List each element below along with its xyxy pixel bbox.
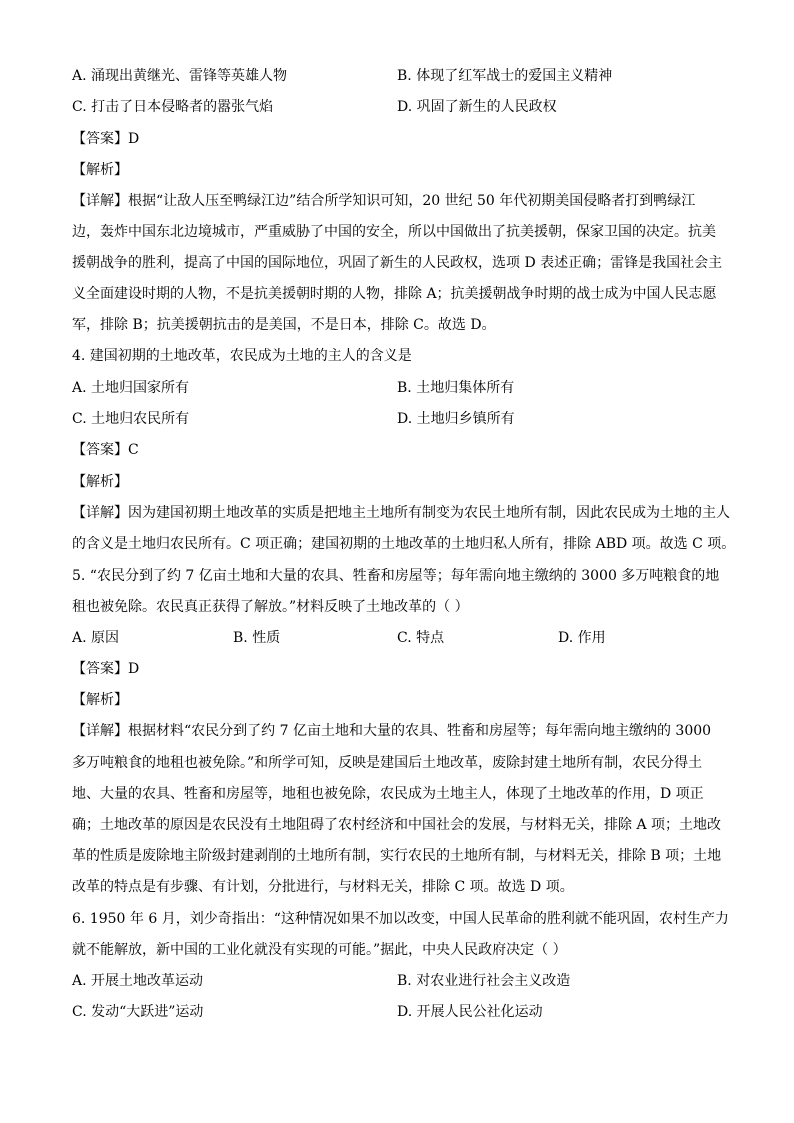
q5-option-d: D. 作用 [558,630,606,646]
q4-answer: 【答案】C [72,442,139,458]
q4-detail-line-1: 【详解】因为建国初期土地改革的实质是把地主土地所有制变为农民土地所有制，因此农民成为土地的主人 [72,505,730,521]
q4-option-c: C. 土地归农民所有 [72,411,190,427]
q3-detail-line-3: 援朝战争的胜利，提高了中国的国际地位，巩固了新生的人民政权，选项 D 表述正确；雷锋是我国社会主 [72,255,723,271]
q4-analysis-label: 【解析】 [72,474,128,490]
q3-answer: 【答案】D [72,131,140,147]
q5-stem-line-2: 租也被免除。农民真正获得了解放。”材料反映了土地改革的（ ） [72,599,469,615]
q5-detail-line-5: 革的性质是废除地主阶级封建剥削的土地所有制，实行农民的土地所有制，与材料无关，排除 B 项；土地 [72,848,722,864]
q5-detail-line-3: 地、大量的农具、牲畜和房屋等，地租也被免除，农民成为土地主人，体现了土地改革的作用，D 项正 [72,786,704,802]
q5-option-c: C. 特点 [397,630,445,646]
q3-detail-line-4: 义全面建设时期的人物，不是抗美援朝时期的人物，排除 A；抗美援朝战争时期的战士成为中国人民志愿 [72,286,717,302]
q6-option-b: B. 对农业进行社会主义改造 [397,973,571,989]
q6-stem-line-1: 6. 1950 年 6 月，刘少奇指出：“这种情况如果不加以改变，中国人民革命的胜利就不能巩固，农村生产力 [72,911,729,927]
q5-option-a: A. 原因 [72,630,120,646]
q5-stem-line-1: 5. “农民分到了约 7 亿亩土地和大量的农具、牲畜和房屋等；每年需向地主缴纳的 3000 多万吨粮食的地 [72,568,720,584]
q5-answer: 【答案】D [72,661,140,677]
q4-option-b: B. 土地归集体所有 [397,380,515,396]
q4-detail-line-2: 的含义是土地归农民所有。C 项正确；建国初期的土地改革的土地归私人所有，排除 ABD 项。故选 C 项。 [72,536,736,552]
q4-stem: 4. 建国初期的土地改革，农民成为土地的主人的含义是 [72,348,412,364]
q6-option-d: D. 开展人民公社化运动 [397,1004,543,1020]
q5-detail-line-1: 【详解】根据材料“农民分到了约 7 亿亩土地和大量的农具、牲畜和房屋等；每年需向地主缴纳的 3000 [72,723,712,739]
q3-option-d: D. 巩固了新生的人民政权 [397,99,557,115]
q4-option-d: D. 土地归乡镇所有 [397,411,515,427]
q4-option-a: A. 土地归国家所有 [72,380,190,396]
q3-option-a: A. 涌现出黄继光、雷锋等英雄人物 [72,68,288,84]
q6-option-a: A. 开展土地改革运动 [72,973,204,989]
q5-analysis-label: 【解析】 [72,692,128,708]
q5-option-b: B. 性质 [233,630,281,646]
q5-detail-line-2: 多万吨粮食的地租也被免除。”和所学可知，反映是建国后土地改革，废除封建土地所有制，农民分得土 [72,755,703,771]
q3-detail-line-5: 军，排除 B；抗美援朝抗击的是美国，不是日本，排除 C。故选 D。 [72,317,496,333]
q6-option-c: C. 发动“大跃进”运动 [72,1004,204,1020]
q6-stem-line-2: 就不能解放，新中国的工业化就没有实现的可能。”据此，中央人民政府决定（ ） [72,942,567,958]
q5-detail-line-4: 确；土地改革的原因是农民没有土地阻碍了农村经济和中国社会的发展，与材料无关，排除 A 项；土地改 [72,817,722,833]
q3-detail-line-2: 边，轰炸中国东北边境城市，严重威胁了中国的安全，所以中国做出了抗美援朝，保家卫国的决定。抗美 [72,224,716,240]
q3-option-c: C. 打击了日本侵略者的嚣张气焰 [72,99,274,115]
q5-detail-line-6: 改革的特点是有步骤、有计划，分批进行，与材料无关，排除 C 项。故选 D 项。 [72,879,574,895]
q3-analysis-label: 【解析】 [72,162,128,178]
q3-option-b: B. 体现了红军战士的爱国主义精神 [397,68,613,84]
q3-detail-line-1: 【详解】根据“让敌人压至鸭绿江边”结合所学知识可知，20 世纪 50 年代初期美国侵略者打到鸭绿江 [72,193,696,209]
